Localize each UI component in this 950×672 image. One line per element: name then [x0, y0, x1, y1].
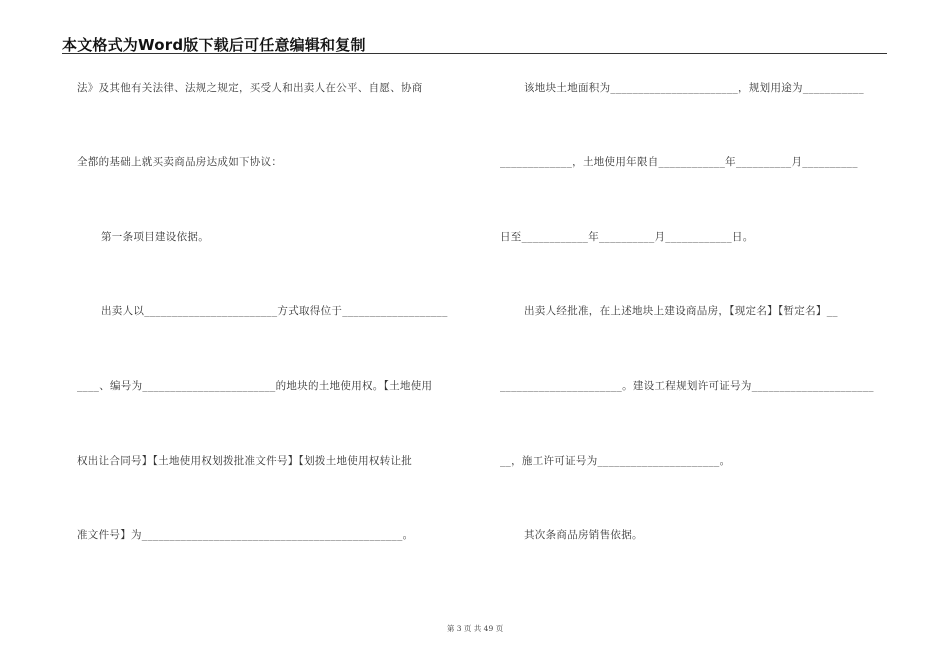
right-line-2: _____________，土地使用年限自____________年__________月__________ [500, 156, 858, 168]
page-number-footer: 第 3 页 共 49 页 [446, 624, 504, 633]
left-line-4: 出卖人以________________________方式取得位于___________________ [101, 305, 448, 317]
right-line-5: ______________________。建设工程规划许可证号为______________________ [500, 380, 874, 392]
header-divider [62, 53, 887, 54]
left-line-1: 法》及其他有关法律、法规之规定，买受人和出卖人在公平、自愿、协商 [77, 82, 423, 94]
document-header-title: 本文格式为Word版下载后可任意编辑和复制 [62, 36, 366, 54]
left-line-5: ____、编号为________________________的地块的土地使用权。【土地使用 [77, 380, 433, 392]
right-line-1: 该地块土地面积为_______________________，规划用途为___________ [524, 82, 864, 94]
article-2-heading: 其次条商品房销售依据。 [524, 529, 643, 541]
right-line-6: __，施工许可证号为______________________。 [500, 455, 731, 467]
right-line-3: 日至____________年__________月____________日。 [500, 231, 754, 243]
left-line-6: 权出让合同号】【土地使用权划拨批准文件号】【划拨土地使用权转让批 [77, 455, 413, 467]
left-line-7: 准文件号】为_______________________________________________。 [77, 529, 414, 541]
article-1-heading: 第一条项目建设依据。 [101, 231, 209, 243]
right-line-4: 出卖人经批准，在上述地块上建设商品房，【现定名】【暂定名】__ [524, 305, 838, 317]
left-line-2: 全都的基础上就买卖商品房达成如下协议： [77, 156, 283, 168]
